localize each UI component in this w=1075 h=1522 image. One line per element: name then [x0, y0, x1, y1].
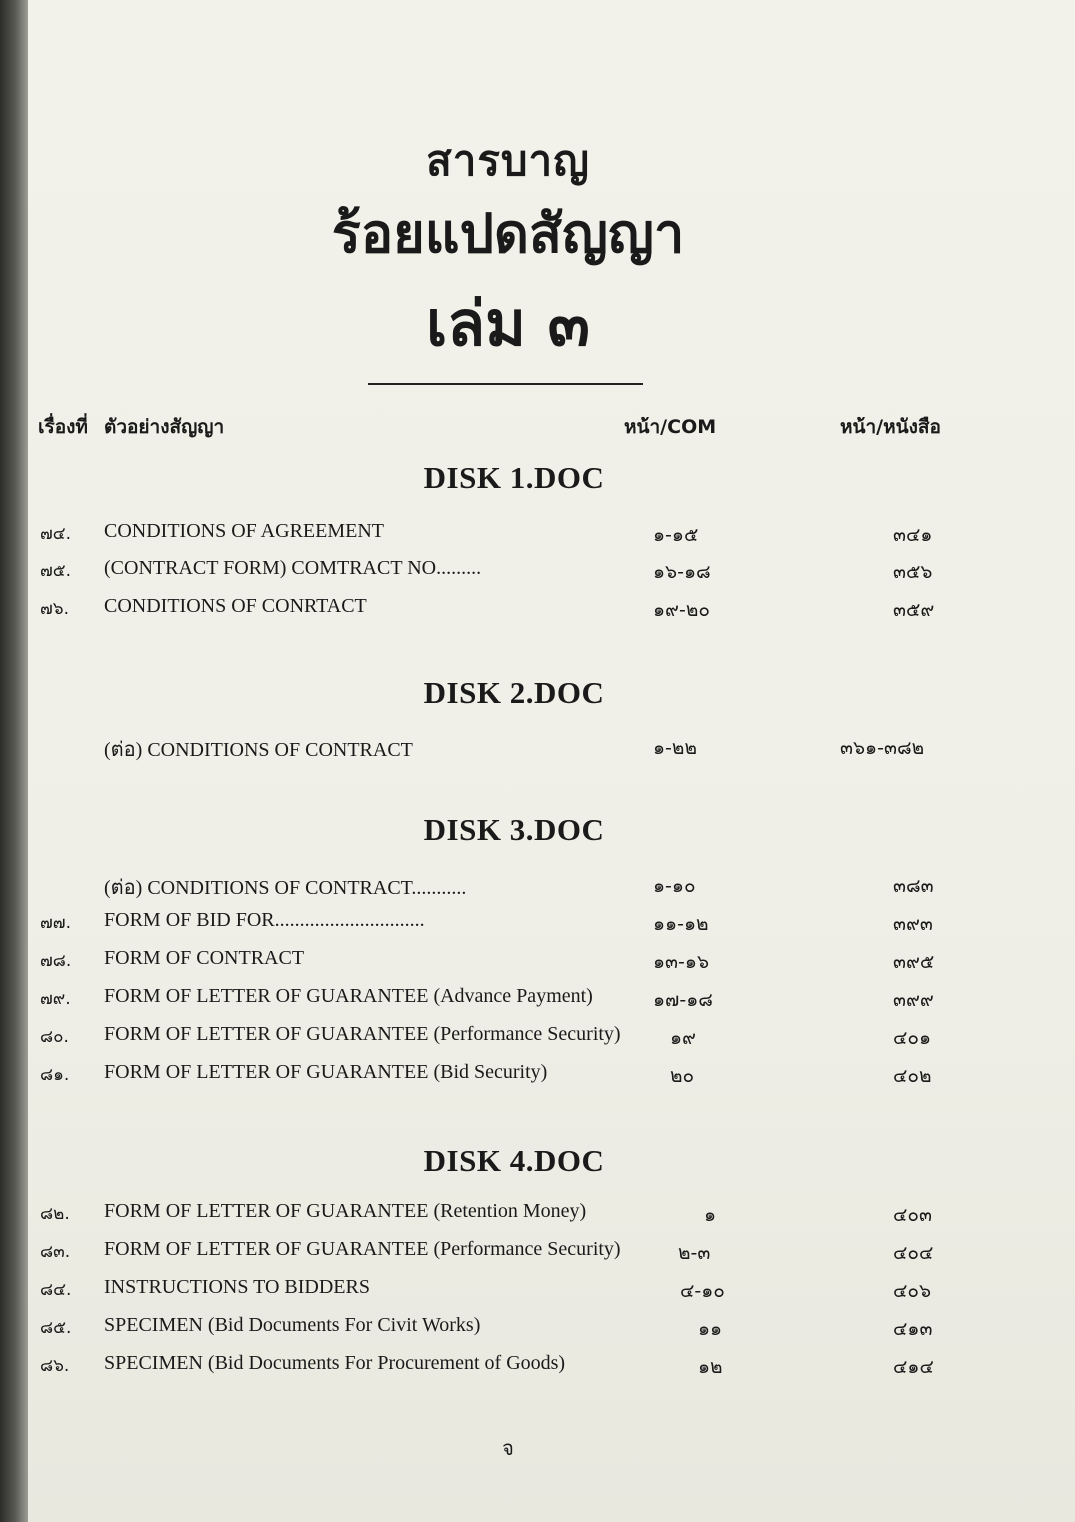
- toc-row: [28, 1200, 1075, 1232]
- entry-com-page: ๑-๑๕: [653, 524, 699, 546]
- entry-number: ๘๕.: [40, 1318, 72, 1338]
- toc-row: [28, 947, 1075, 979]
- toc-row: [28, 1314, 1075, 1346]
- entry-number: ๗๖.: [40, 599, 69, 619]
- entry-number: ๗๘.: [40, 951, 72, 971]
- toc-row: [28, 1276, 1075, 1308]
- entry-title: FORM OF LETTER OF GUARANTEE (Advance Payment): [104, 985, 593, 1007]
- entry-number: ๘๔.: [40, 1280, 72, 1300]
- entry-title: SPECIMEN (Bid Documents For Procurement of Goods): [104, 1352, 566, 1374]
- entry-com-page: ๑๒: [698, 1356, 723, 1378]
- entry-title: CONDITIONS OF AGREEMENT: [104, 520, 384, 542]
- toc-row: [28, 557, 1075, 589]
- entry-com-page: ๒-๓: [678, 1242, 711, 1264]
- entry-title: FORM OF BID FOR..............................: [104, 909, 425, 931]
- entry-number: ๘๐.: [40, 1027, 69, 1047]
- entry-book-page: ๓๘๓: [893, 875, 934, 897]
- entry-title: FORM OF LETTER OF GUARANTEE (Performance Security): [104, 1238, 621, 1260]
- toc-row: [28, 595, 1075, 627]
- entry-com-page: ๑-๒๒: [653, 737, 697, 759]
- entry-book-page: ๓๖๑-๓๘๒: [840, 737, 925, 759]
- toc-row: [28, 871, 1075, 903]
- entry-book-page: ๓๔๑: [893, 524, 933, 546]
- entry-com-page: ๑๑-๑๒: [653, 913, 709, 935]
- entry-title: SPECIMEN (Bid Documents For Civit Works): [104, 1314, 481, 1336]
- book-page: [28, 0, 1075, 1522]
- column-header-title: ตัวอย่างสัญญา: [104, 416, 225, 438]
- entry-title: INSTRUCTIONS TO BIDDERS: [104, 1276, 370, 1298]
- toc-row: [28, 1061, 1075, 1093]
- entry-com-page: ๑๙-๒๐: [653, 599, 710, 621]
- entry-com-page: ๒๐: [670, 1065, 695, 1087]
- entry-title: CONDITIONS OF CONRTACT: [104, 595, 367, 617]
- page-number: จ: [502, 1436, 514, 1460]
- toc-heading: สารบาญ: [426, 136, 590, 185]
- entry-com-page: ๑๖-๑๘: [653, 561, 711, 583]
- entry-com-page: ๑๙: [670, 1027, 696, 1049]
- entry-book-page: ๔๑๓: [893, 1318, 933, 1340]
- entry-number: ๗๕.: [40, 561, 72, 581]
- column-header-no: เรื่องที่: [38, 416, 88, 438]
- volume-title: เล่ม ๓: [425, 287, 591, 360]
- toc-row: [28, 1352, 1075, 1384]
- entry-book-page: ๔๐๑: [893, 1027, 932, 1049]
- entry-title: (CONTRACT FORM) COMTRACT NO.........: [104, 557, 482, 579]
- entry-book-page: ๔๐๖: [893, 1280, 932, 1302]
- entry-number: ๘๑.: [40, 1065, 70, 1085]
- entry-book-page: ๓๙๓: [893, 913, 933, 935]
- entry-book-page: ๔๐๔: [893, 1242, 934, 1264]
- entry-com-page: ๑-๑๐: [653, 875, 696, 897]
- section-disk-3: DISK 3.DOC: [423, 812, 605, 847]
- entry-com-page: ๑๓-๑๖: [653, 951, 710, 973]
- entry-title: FORM OF LETTER OF GUARANTEE (Performance Security): [104, 1023, 621, 1045]
- title-divider: [368, 383, 643, 385]
- toc-row: [28, 733, 1075, 765]
- entry-book-page: ๔๐๓: [893, 1204, 932, 1226]
- entry-title: FORM OF LETTER OF GUARANTEE (Bid Security): [104, 1061, 548, 1083]
- entry-com-page: ๔-๑๐: [680, 1280, 725, 1302]
- entry-book-page: ๔๑๔: [893, 1356, 934, 1378]
- entry-com-page: ๑๗-๑๘: [653, 989, 713, 1011]
- entry-number: ๘๓.: [40, 1242, 71, 1262]
- entry-number: ๘๒.: [40, 1204, 70, 1224]
- entry-com-page: ๑: [704, 1204, 717, 1226]
- toc-row: [28, 909, 1075, 941]
- toc-row: [28, 520, 1075, 552]
- section-disk-1: DISK 1.DOC: [423, 460, 605, 495]
- entry-book-page: ๓๙๕: [893, 951, 935, 973]
- toc-row: [28, 1238, 1075, 1270]
- book-title: ร้อยแปดสัญญา: [331, 202, 685, 265]
- entry-book-page: ๓๕๙: [893, 599, 935, 621]
- entry-title: (ต่อ) CONDITIONS OF CONTRACT: [104, 739, 413, 761]
- entry-book-page: ๓๕๖: [893, 561, 933, 583]
- entry-number: ๗๙.: [40, 989, 71, 1009]
- entry-title: FORM OF CONTRACT: [104, 947, 305, 969]
- entry-number: ๘๖.: [40, 1356, 70, 1376]
- column-header-book-page: หน้า/หนังสือ: [840, 416, 941, 438]
- section-disk-4: DISK 4.DOC: [423, 1143, 605, 1178]
- entry-book-page: ๔๐๒: [893, 1065, 932, 1087]
- entry-title: FORM OF LETTER OF GUARANTEE (Retention Money): [104, 1200, 587, 1222]
- entry-number: ๗๗.: [40, 913, 71, 933]
- entry-book-page: ๓๙๙: [893, 989, 934, 1011]
- section-disk-2: DISK 2.DOC: [423, 675, 605, 710]
- toc-row: [28, 985, 1075, 1017]
- toc-row: [28, 1023, 1075, 1055]
- column-header-com-page: หน้า/COM: [624, 416, 717, 438]
- entry-number: ๗๔.: [40, 524, 72, 544]
- entry-com-page: ๑๑: [698, 1318, 723, 1340]
- entry-title: (ต่อ) CONDITIONS OF CONTRACT...........: [104, 877, 467, 899]
